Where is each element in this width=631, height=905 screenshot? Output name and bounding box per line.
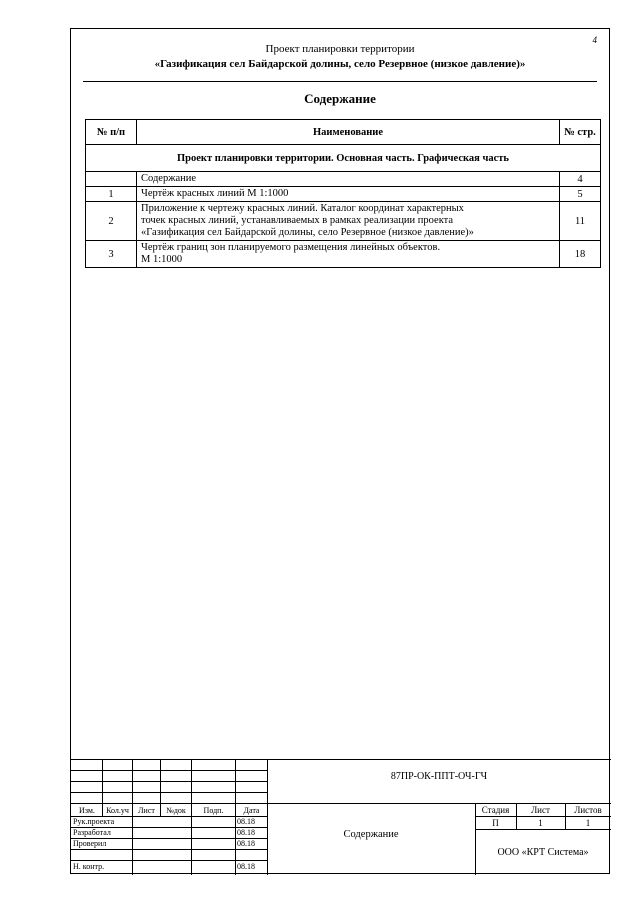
- contents-table: [85, 119, 601, 268]
- row-name-line: Приложение к чертежу красных линий. Каталог координат характерных: [141, 203, 464, 214]
- row-name: [137, 241, 560, 268]
- row-num: 3: [86, 241, 137, 268]
- document-title: Содержание: [304, 91, 376, 106]
- stamp-col-izm: Изм.: [79, 806, 95, 815]
- header-name: Наименование: [137, 120, 560, 145]
- stamp-col-date: Дата: [243, 806, 260, 815]
- stamp-role: Проверил: [73, 839, 107, 848]
- sheets-label: Листов: [574, 805, 602, 815]
- row-num: [86, 172, 137, 187]
- row-name: [137, 187, 560, 202]
- page-frame: [70, 28, 610, 874]
- row-name-line: М 1:1000: [141, 254, 183, 265]
- row-num: 1: [86, 187, 137, 202]
- header-line-2: «Газификация сел Байдарской долины, село Резервное (низкое давление)»: [154, 58, 526, 70]
- row-page: 5: [560, 187, 601, 202]
- row-page: 11: [560, 202, 601, 241]
- row-num: 2: [86, 202, 137, 241]
- organization: ООО «КРТ Система»: [497, 847, 589, 858]
- row-page: 4: [560, 172, 601, 187]
- sheet-name: Содержание: [343, 829, 399, 840]
- stamp-col-list: Лист: [138, 806, 155, 815]
- stamp-role-date: 08.18: [237, 828, 255, 837]
- stamp-role: Разработал: [73, 828, 111, 837]
- sheet-label: Лист: [531, 805, 550, 815]
- section-title: Проект планировки территории. Основная часть. Графическая часть: [86, 145, 601, 172]
- sheets-value: 1: [585, 818, 591, 828]
- table-header-row: [86, 120, 601, 145]
- row-name: [137, 172, 560, 187]
- stage-value: П: [492, 818, 499, 828]
- row-name-line: точек красных линий, устанавливаемых в рамках реализации проекта: [141, 215, 454, 226]
- table-row: [86, 187, 601, 202]
- section-row: [86, 145, 601, 172]
- row-name-line: Чертёж красных линий М 1:1000: [141, 188, 289, 199]
- stamp-role-date: 08.18: [237, 817, 255, 826]
- document-code: 87ПР-ОК-ППТ-ОЧ-ГЧ: [390, 771, 488, 782]
- row-name-line: Содержание: [141, 173, 197, 184]
- stamp-role: Рук.проекта: [73, 817, 115, 826]
- sheet-value: 1: [538, 818, 543, 828]
- title-block: [71, 759, 611, 875]
- table-row: [86, 172, 601, 187]
- row-name: [137, 202, 560, 241]
- row-name-line: Чертёж границ зон планируемого размещения линейных объектов.: [141, 242, 441, 253]
- stamp-role-date: 08.18: [237, 839, 255, 848]
- stamp-role-date: 08.18: [237, 862, 255, 871]
- stage-label: Стадия: [481, 805, 510, 815]
- table-row: [86, 202, 601, 241]
- stamp-col-podp: Подп.: [203, 806, 224, 815]
- row-page: 18: [560, 241, 601, 268]
- stamp-col-koluch: Кол.уч: [106, 806, 129, 815]
- header-page: № стр.: [560, 120, 601, 145]
- row-name-line: «Газификация сел Байдарской долины, село Резервное (низкое давление)»: [141, 227, 474, 238]
- header-line-1: Проект планировки территории: [265, 43, 415, 55]
- page-number: 4: [592, 35, 597, 45]
- table-row: [86, 241, 601, 268]
- stamp-role: Н. контр.: [73, 862, 105, 871]
- stamp-col-ndok: №док: [166, 806, 186, 815]
- header-divider: [83, 81, 597, 82]
- header-num: № п/п: [86, 120, 137, 145]
